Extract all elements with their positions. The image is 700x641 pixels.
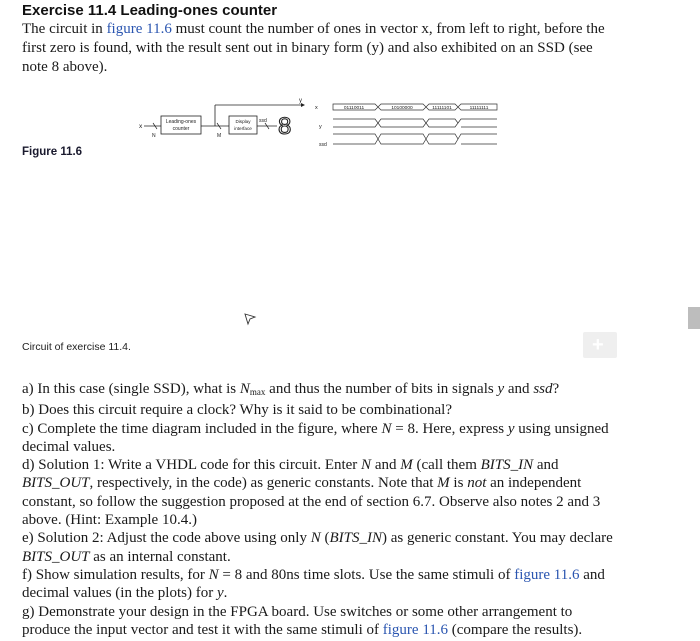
block2-line2: interface	[234, 126, 252, 131]
block1-line1: Leading-ones	[165, 119, 197, 125]
circuit-caption: Circuit of exercise 11.4.	[22, 341, 131, 353]
ssd-slot-1	[333, 134, 378, 144]
x-value-1: 01110011	[343, 106, 365, 111]
y-slot-4a	[458, 119, 497, 123]
y-slot-2	[378, 119, 426, 127]
intro-paragraph	[22, 20, 622, 77]
ssd-slot-4a	[458, 134, 497, 139]
exercise-title: Exercise 11.4 Leading-ones counter	[22, 2, 278, 19]
figure-link-g[interactable]: figure 11.6	[382, 621, 449, 638]
timing-y-label: y	[319, 124, 322, 130]
add-button[interactable]	[583, 332, 617, 358]
figure-link-f[interactable]: figure 11.6	[514, 566, 580, 583]
intro-text-1: The circuit in	[22, 21, 107, 37]
question-b: b) Does this circuit require a clock? Why is it said to be combinational?	[22, 402, 453, 419]
timing-ssd-label: ssd	[319, 142, 327, 148]
ssd-slot-2	[378, 134, 426, 144]
ssd-slot-3	[426, 134, 458, 144]
question-list	[22, 380, 614, 639]
question-g: g) Demonstrate your design in the FPGA board. Use switches or some other arrangement to produce the input vector and test it with the same stimuli of figure 11.6 (compare the results).	[22, 603, 583, 638]
timing-x-label: x	[315, 105, 318, 111]
figure-diagram	[135, 94, 505, 154]
x-value-4: 11111111	[469, 106, 489, 111]
block1-line2: counter	[172, 126, 190, 132]
figure-link[interactable]: figure 11.6	[106, 21, 172, 37]
signal-x-label: x	[139, 123, 143, 130]
block2-line1: Display	[235, 119, 251, 124]
intro-text-2: must count the number of ones in vector x, from left to right, before the first zero is found, with the result sent out in binary form (y) and also exhibited on an SSD (see note 8 above).	[22, 21, 605, 75]
question-a: a) In this case (single SSD), what is $N_{max}$ and thus the number of bits in signals y and ssd?	[22, 381, 560, 397]
x-value-3: 11111101	[432, 106, 452, 111]
signal-n-label: N	[152, 133, 156, 139]
signal-ssd-label: ssd	[259, 118, 267, 124]
question-c: c) Complete the time diagram included in the figure, where N = 8. Here, express y using unsigned decimal values.	[22, 420, 609, 455]
y-slot-3	[426, 119, 458, 127]
scrollbar-thumb[interactable]	[688, 307, 700, 329]
question-e: e) Solution 2: Adjust the code above using only N (BITS_IN) as generic constant. You may declare BITS_OUT as an internal constant.	[22, 530, 613, 565]
question-f: f) Show simulation results, for N = 8 and 80ns time slots. Use the same stimuli of figure 11.6 and decimal values (in the plots) for y.	[22, 566, 605, 602]
x-value-2: 10100000	[391, 106, 413, 111]
signal-y-label: y	[299, 98, 302, 104]
y-slot-1	[333, 119, 378, 127]
ssd-digit: 8	[278, 113, 292, 140]
pointer-cursor-icon	[243, 312, 257, 326]
figure-label: Figure 11.6	[22, 146, 83, 158]
circuit-diagram-svg	[135, 94, 505, 154]
signal-m-label: M	[217, 133, 222, 139]
plus-icon: +	[592, 334, 604, 356]
question-d: d) Solution 1: Write a VHDL code for this circuit. Enter N and M (call them BITS_IN and BITS_OUT, respectively, in the code) as generic constants. Note that M is not an independent constant, so follow the suggestion proposed at the end of section 6.7. Observe also notes 2 and 3 above. (Hint: Example 10.4.)	[22, 457, 601, 529]
